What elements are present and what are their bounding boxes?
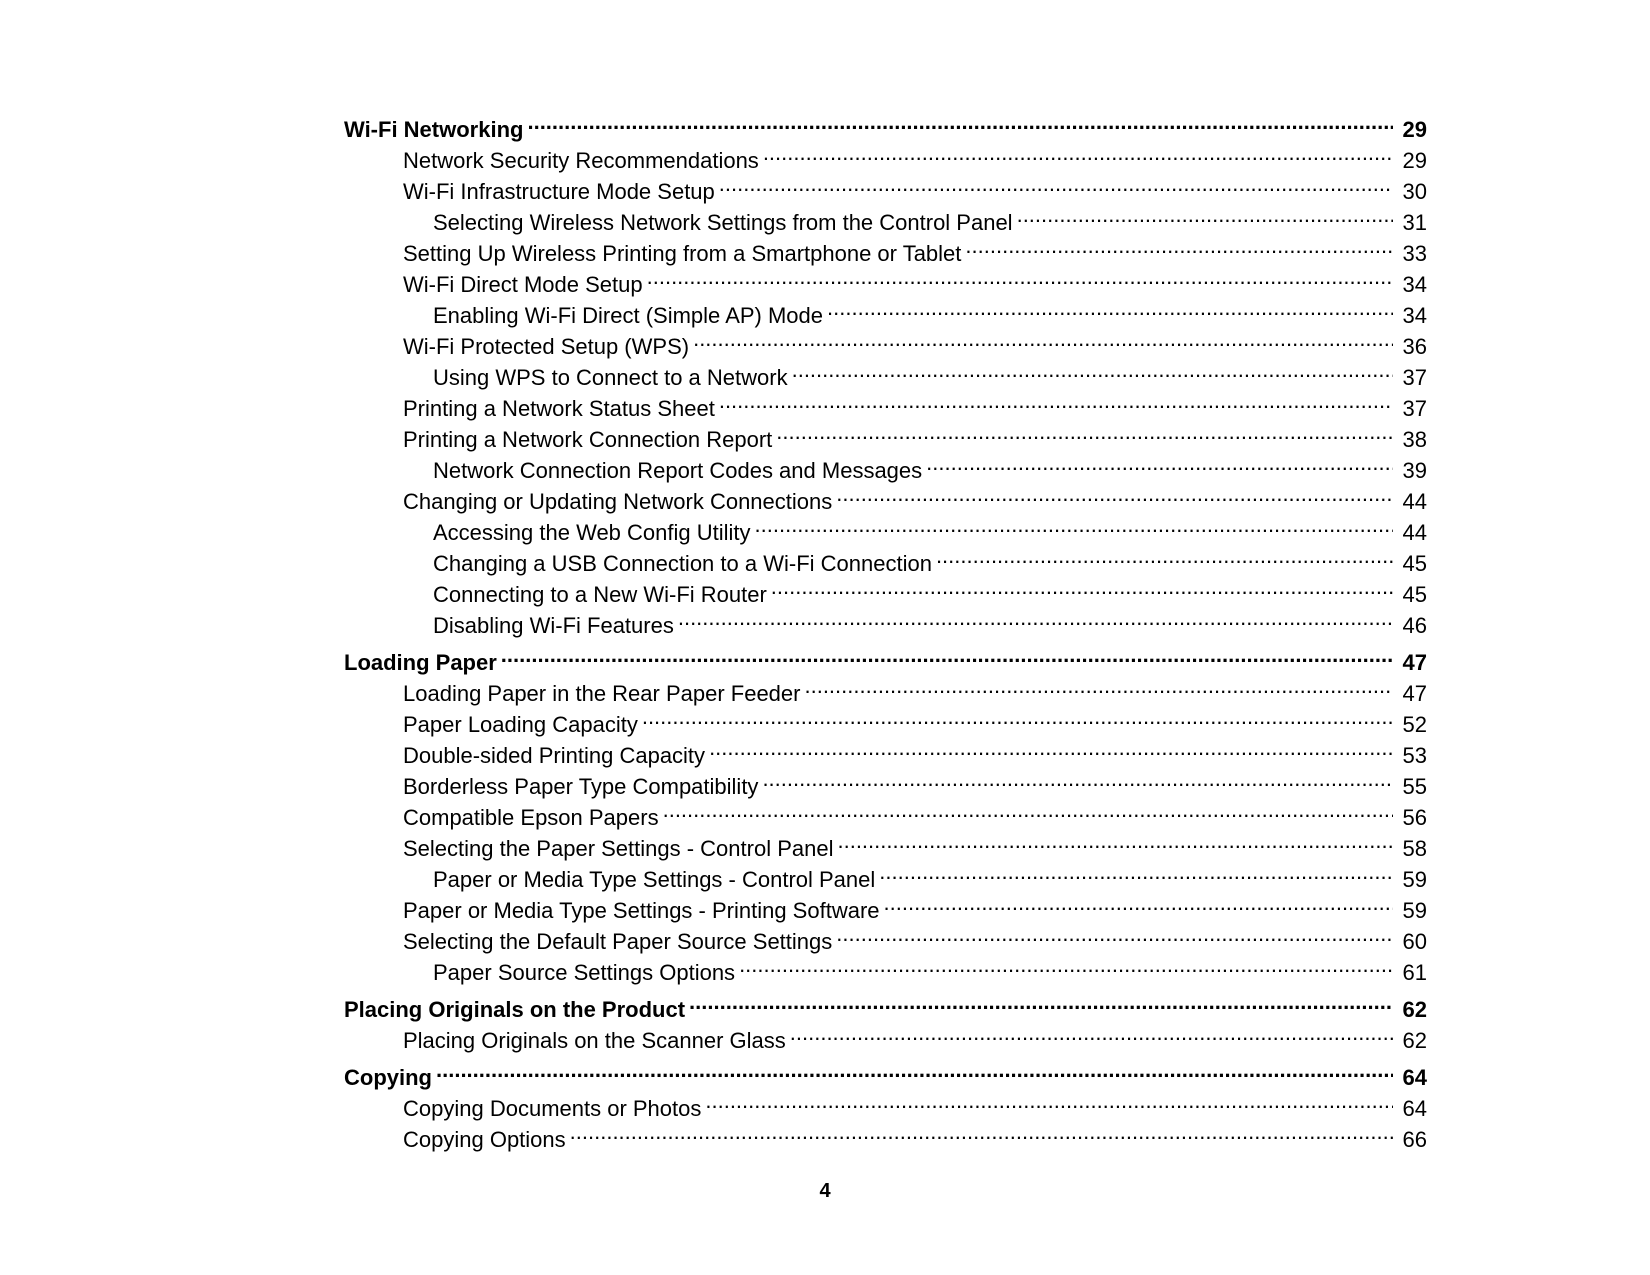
- toc-entry-page-number: 45: [1402, 551, 1427, 576]
- toc-entry-title: Network Security Recommendations: [403, 148, 759, 173]
- toc-entry-page-number: 34: [1402, 303, 1427, 328]
- dot-leader: [527, 106, 1393, 137]
- toc-entry-page-number: 37: [1402, 365, 1427, 390]
- toc-entry-page-number: 34: [1402, 272, 1427, 297]
- dot-leader: [965, 230, 1393, 261]
- toc-entry-page-number: 62: [1402, 997, 1427, 1022]
- toc-entry-title: Selecting the Paper Settings - Control Panel: [403, 836, 834, 861]
- toc-entry-page-number: 47: [1402, 650, 1427, 675]
- dot-leader: [705, 1085, 1393, 1116]
- toc-entry-title: Wi-Fi Protected Setup (WPS): [403, 334, 690, 359]
- toc-entry-page-number: 39: [1402, 458, 1427, 483]
- toc-entry-page-number: 64: [1402, 1096, 1427, 1121]
- toc-entry-page-number: 47: [1402, 681, 1427, 706]
- dot-leader: [776, 416, 1393, 447]
- dot-leader: [790, 1017, 1393, 1048]
- toc-entry-page-number: 53: [1402, 743, 1427, 768]
- dot-leader: [719, 168, 1393, 199]
- toc-entry-page-number: 31: [1402, 210, 1427, 235]
- dot-leader: [827, 292, 1393, 323]
- dot-leader: [884, 887, 1393, 918]
- dot-leader: [436, 1054, 1393, 1085]
- toc-entry-title: Selecting the Default Paper Source Settings: [403, 929, 833, 954]
- toc-entry-title: Selecting Wireless Network Settings from the Control Panel: [433, 210, 1013, 235]
- dot-leader: [1017, 199, 1393, 230]
- toc-entry[interactable]: [344, 1085, 1427, 1121]
- dot-leader: [739, 949, 1393, 980]
- toc-entry-title: Paper Source Settings Options: [433, 960, 736, 985]
- toc-entry-title: Copying: [344, 1065, 432, 1090]
- dot-leader: [879, 856, 1393, 887]
- dot-leader: [678, 602, 1393, 633]
- toc-entry-page-number: 58: [1402, 836, 1427, 861]
- dot-leader: [936, 540, 1393, 571]
- toc-entry-title: Loading Paper: [344, 650, 497, 675]
- toc-entry-page-number: 36: [1402, 334, 1427, 359]
- toc-entry-page-number: 46: [1402, 613, 1427, 638]
- dot-leader: [647, 261, 1393, 292]
- toc-entry-page-number: 29: [1402, 117, 1427, 142]
- toc-entry-page-number: 56: [1402, 805, 1427, 830]
- toc-chapter-entry[interactable]: [344, 639, 1427, 675]
- toc-entry-page-number: 52: [1402, 712, 1427, 737]
- toc-entry-page-number: 44: [1402, 520, 1427, 545]
- toc-entry-title: Paper Loading Capacity: [403, 712, 638, 737]
- toc-entry-page-number: 30: [1402, 179, 1427, 204]
- toc-entry-title: Wi-Fi Direct Mode Setup: [403, 272, 643, 297]
- toc-entry-title: Copying Options: [403, 1127, 566, 1152]
- dot-leader: [836, 918, 1393, 949]
- toc-entry-title: Borderless Paper Type Compatibility: [403, 774, 759, 799]
- dot-leader: [771, 571, 1393, 602]
- toc-entry-page-number: 55: [1402, 774, 1427, 799]
- toc-entry-page-number: 59: [1402, 867, 1427, 892]
- toc-entry-page-number: 38: [1402, 427, 1427, 452]
- toc-entry-page-number: 62: [1402, 1028, 1427, 1053]
- table-of-contents: [344, 106, 1427, 1152]
- toc-entry-title: Printing a Network Connection Report: [403, 427, 773, 452]
- dot-leader: [689, 986, 1393, 1017]
- dot-leader: [642, 701, 1393, 732]
- toc-entry-title: Accessing the Web Config Utility: [433, 520, 751, 545]
- page-number: 4: [819, 1180, 831, 1202]
- toc-entry-title: Printing a Network Status Sheet: [403, 396, 715, 421]
- toc-chapter-entry[interactable]: [344, 1054, 1427, 1090]
- toc-entry-title: Changing a USB Connection to a Wi-Fi Connection: [433, 551, 932, 576]
- toc-entry-title: Paper or Media Type Settings - Printing Software: [403, 898, 880, 923]
- dot-leader: [663, 794, 1393, 825]
- toc-entry-page-number: 37: [1402, 396, 1427, 421]
- toc-entry[interactable]: [344, 670, 1427, 706]
- toc-entry-page-number: 66: [1402, 1127, 1427, 1152]
- toc-entry-title: Wi-Fi Networking: [344, 117, 524, 142]
- toc-chapter-entry[interactable]: [344, 986, 1427, 1022]
- dot-leader: [762, 763, 1393, 794]
- dot-leader: [693, 323, 1393, 354]
- dot-leader: [755, 509, 1393, 540]
- toc-entry-page-number: 61: [1402, 960, 1427, 985]
- toc-entry-page-number: 45: [1402, 582, 1427, 607]
- toc-entry-page-number: 64: [1402, 1065, 1427, 1090]
- dot-leader: [926, 447, 1393, 478]
- toc-entry-title: Setting Up Wireless Printing from a Smartphone or Tablet: [403, 241, 962, 266]
- toc-entry-title: Placing Originals on the Product: [344, 997, 686, 1022]
- toc-entry-title: Wi-Fi Infrastructure Mode Setup: [403, 179, 715, 204]
- toc-entry-title: Disabling Wi-Fi Features: [433, 613, 674, 638]
- toc-entry-page-number: 33: [1402, 241, 1427, 266]
- toc-entry-page-number: 60: [1402, 929, 1427, 954]
- toc-entry-page-number: 59: [1402, 898, 1427, 923]
- toc-entry-title: Copying Documents or Photos: [403, 1096, 702, 1121]
- toc-entry-title: Double-sided Printing Capacity: [403, 743, 706, 768]
- toc-entry-title: Connecting to a New Wi-Fi Router: [433, 582, 767, 607]
- dot-leader: [709, 732, 1393, 763]
- dot-leader: [719, 385, 1393, 416]
- toc-entry-title: Enabling Wi-Fi Direct (Simple AP) Mode: [433, 303, 824, 328]
- toc-entry-title: Using WPS to Connect to a Network: [433, 365, 788, 390]
- dot-leader: [836, 478, 1393, 509]
- dot-leader: [792, 354, 1393, 385]
- toc-entry-title: Placing Originals on the Scanner Glass: [403, 1028, 786, 1053]
- dot-leader: [763, 137, 1393, 168]
- toc-entry-title: Paper or Media Type Settings - Control Panel: [433, 867, 876, 892]
- toc-entry-title: Network Connection Report Codes and Messages: [433, 458, 923, 483]
- toc-chapter-entry[interactable]: [344, 106, 1427, 142]
- toc-entry-page-number: 29: [1402, 148, 1427, 173]
- toc-entry-title: Loading Paper in the Rear Paper Feeder: [403, 681, 801, 706]
- toc-entry-title: Changing or Updating Network Connections: [403, 489, 833, 514]
- dot-leader: [570, 1116, 1393, 1147]
- dot-leader: [837, 825, 1393, 856]
- dot-leader: [501, 639, 1393, 670]
- toc-entry-page-number: 44: [1402, 489, 1427, 514]
- toc-entry-title: Compatible Epson Papers: [403, 805, 659, 830]
- dot-leader: [804, 670, 1393, 701]
